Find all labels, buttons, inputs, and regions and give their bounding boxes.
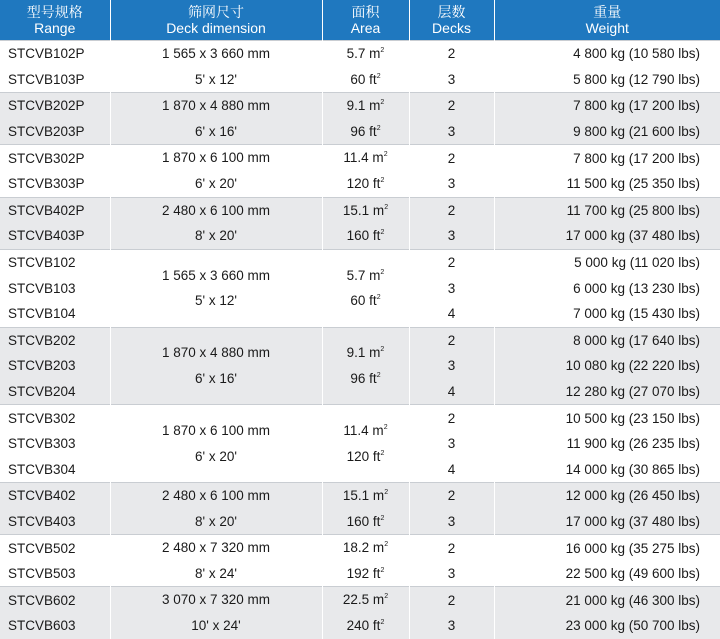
decks-cell: 3 — [409, 561, 494, 587]
decks-cell: 3 — [409, 119, 494, 145]
dimension-metric: 1 870 x 6 100 mm — [161, 423, 271, 439]
area-metric: 5.7 $m^2$ — [346, 46, 385, 61]
range-cell: STCVB304 — [0, 457, 110, 483]
deck-dimension-cell — [110, 197, 322, 249]
weight-cell: 16 000 kg (35 275 lbs) — [494, 535, 720, 561]
decks-cell: 2 — [409, 249, 494, 275]
weight-cell: 12 280 kg (27 070 lbs) — [494, 379, 720, 405]
area-imperial-exponent: 2 — [376, 371, 381, 379]
area-imperial: 192 $ft^2$ — [346, 565, 385, 581]
weight-cell: 21 000 kg (46 300 lbs) — [494, 587, 720, 613]
dimension-metric: 3 070 x 7 320 mm — [161, 592, 271, 608]
weight-cell: 17 000 kg (37 480 lbs) — [494, 223, 720, 249]
area-imperial: 60 $ft^2$ — [350, 71, 381, 87]
area-cell — [322, 587, 409, 639]
weight-cell: 5 000 kg (11 020 lbs) — [494, 249, 720, 275]
area-metric: 18.2 $m^2$ — [342, 540, 389, 556]
area-imperial: 120 $ft^2$ — [346, 175, 385, 191]
dimension-metric: 1 565 x 3 660 mm — [161, 267, 271, 283]
area-metric: 11.4 $m^2$ — [343, 423, 388, 439]
area-cell — [322, 197, 409, 249]
table-row — [0, 41, 720, 67]
area-metric-exponent: 2 — [380, 47, 385, 54]
range-cell: STCVB403 — [0, 509, 110, 535]
decks-cell: 4 — [409, 457, 494, 483]
range-cell: STCVB402 — [0, 483, 110, 509]
table-row — [0, 405, 720, 431]
decks-cell: 4 — [409, 301, 494, 327]
dimension-imperial: 10' x 24' — [191, 618, 241, 634]
range-cell: STCVB502 — [0, 535, 110, 561]
decks-cell: 3 — [409, 613, 494, 639]
area-imperial-exponent: 2 — [380, 449, 385, 457]
area-cell — [322, 41, 409, 93]
deck-dimension-cell — [110, 145, 322, 197]
area-cell — [322, 535, 409, 587]
table-row — [0, 249, 720, 275]
dimension-metric: 1 870 x 6 100 mm — [161, 150, 271, 166]
table-row — [0, 587, 720, 613]
area-imperial: 120 $ft^2$ — [346, 448, 385, 464]
range-cell: STCVB403P — [0, 223, 110, 249]
decks-cell: 2 — [409, 483, 494, 509]
row-group — [0, 249, 720, 327]
weight-cell: 10 080 kg (22 220 lbs) — [494, 353, 720, 379]
deck-dimension-cell — [110, 327, 322, 405]
deck-dimension-cell — [110, 535, 322, 587]
range-cell: STCVB303P — [0, 171, 110, 197]
header-decks: 层数 Decks — [409, 0, 494, 41]
area-metric: 5.7 $m^2$ — [346, 267, 385, 283]
weight-cell: 12 000 kg (26 450 lbs) — [494, 483, 720, 509]
weight-cell: 23 000 kg (50 700 lbs) — [494, 613, 720, 639]
weight-cell: 4 800 kg (10 580 lbs) — [494, 41, 720, 67]
table-row — [0, 145, 720, 171]
dimension-imperial: 5' x 12' — [195, 71, 237, 87]
range-cell: STCVB102P — [0, 41, 110, 67]
decks-cell: 3 — [409, 431, 494, 457]
weight-cell: 22 500 kg (49 600 lbs) — [494, 561, 720, 587]
deck-dimension-cell — [110, 587, 322, 639]
area-metric-exponent: 2 — [384, 541, 389, 549]
dimension-imperial: 8' x 24' — [195, 565, 237, 581]
decks-cell: 3 — [409, 171, 494, 197]
area-metric: 22.5 $m^2$ — [342, 592, 389, 608]
area-imperial-exponent: 2 — [380, 229, 385, 237]
range-cell: STCVB303 — [0, 431, 110, 457]
deck-dimension-cell — [110, 483, 322, 535]
area-imperial: 160 $ft^2$ — [346, 513, 385, 529]
dimension-imperial: 8' x 20' — [195, 228, 237, 244]
range-cell: STCVB203P — [0, 119, 110, 145]
area-imperial: 96 $ft^2$ — [350, 370, 381, 386]
area-cell — [322, 145, 409, 197]
deck-dimension-cell — [110, 249, 322, 327]
header-range: 型号规格 Range — [0, 0, 110, 41]
decks-cell: 3 — [409, 223, 494, 249]
dimension-imperial: 6' x 20' — [195, 175, 237, 191]
area-metric-exponent: 2 — [380, 268, 385, 276]
area-metric-exponent: 2 — [380, 99, 385, 107]
decks-cell: 3 — [409, 509, 494, 535]
dimension-metric: 1 870 x 4 880 mm — [161, 98, 271, 114]
decks-cell: 2 — [409, 41, 494, 67]
weight-cell: 10 500 kg (23 150 lbs) — [494, 405, 720, 431]
area-imperial-exponent: 2 — [380, 619, 385, 627]
weight-cell: 7 000 kg (15 430 lbs) — [494, 301, 720, 327]
area-metric-exponent: 2 — [383, 151, 388, 159]
decks-cell: 2 — [409, 587, 494, 613]
weight-cell: 7 800 kg (17 200 lbs) — [494, 93, 720, 119]
area-cell — [322, 483, 409, 535]
area-metric: 15.1 $m^2$ — [342, 488, 389, 504]
decks-cell: 3 — [409, 275, 494, 301]
row-group — [0, 405, 720, 483]
table-row — [0, 483, 720, 509]
weight-cell: 8 000 kg (17 640 lbs) — [494, 327, 720, 353]
deck-dimension-cell — [110, 405, 322, 483]
area-imperial-exponent: 2 — [376, 72, 381, 80]
weight-cell: 14 000 kg (30 865 lbs) — [494, 457, 720, 483]
range-cell: STCVB103 — [0, 275, 110, 301]
range-cell: STCVB103P — [0, 67, 110, 93]
weight-cell: 11 500 kg (25 350 lbs) — [494, 171, 720, 197]
weight-cell: 5 800 kg (12 790 lbs) — [494, 67, 720, 93]
area-metric-exponent: 2 — [384, 489, 389, 497]
range-cell: STCVB503 — [0, 561, 110, 587]
range-cell: STCVB603 — [0, 613, 110, 639]
table-row — [0, 197, 720, 223]
table-row — [0, 93, 720, 119]
weight-cell: 6 000 kg (13 230 lbs) — [494, 275, 720, 301]
table-row — [0, 327, 720, 353]
area-imperial-exponent: 2 — [380, 566, 385, 574]
area-imperial: 96 $ft^2$ — [350, 123, 381, 139]
range-cell: STCVB602 — [0, 587, 110, 613]
decks-cell: 3 — [409, 67, 494, 93]
header-area: 面积 Area — [322, 0, 409, 41]
row-group — [0, 327, 720, 405]
area-cell — [322, 405, 409, 483]
range-cell: STCVB302P — [0, 145, 110, 171]
area-metric-exponent: 2 — [383, 424, 388, 432]
weight-cell: 7 800 kg (17 200 lbs) — [494, 145, 720, 171]
dimension-metric: 2 480 x 6 100 mm — [161, 202, 271, 218]
weight-cell: 17 000 kg (37 480 lbs) — [494, 509, 720, 535]
decks-cell: 2 — [409, 93, 494, 119]
deck-dimension-cell — [110, 93, 322, 145]
area-metric: 11.4 $m^2$ — [343, 150, 388, 166]
range-cell: STCVB204 — [0, 379, 110, 405]
row-group — [0, 483, 720, 535]
dimension-imperial: 6' x 16' — [195, 123, 237, 139]
area-metric: 9.1 $m^2$ — [346, 345, 385, 361]
area-imperial: 60 $ft^2$ — [350, 293, 381, 309]
decks-cell: 4 — [409, 379, 494, 405]
row-group — [0, 41, 720, 93]
table-row — [0, 535, 720, 561]
area-cell — [322, 93, 409, 145]
area-imperial: 160 $ft^2$ — [346, 228, 385, 244]
dimension-imperial: 6' x 20' — [195, 448, 237, 464]
area-imperial-exponent: 2 — [380, 514, 385, 522]
range-cell: STCVB102 — [0, 249, 110, 275]
row-group — [0, 197, 720, 249]
area-metric-exponent: 2 — [384, 203, 389, 211]
header-row — [0, 0, 720, 41]
dimension-metric: 2 480 x 6 100 mm — [161, 488, 271, 504]
weight-cell: 11 900 kg (26 235 lbs) — [494, 431, 720, 457]
deck-dimension-cell — [110, 41, 322, 93]
dimension-metric: 1 870 x 4 880 mm — [161, 345, 271, 361]
weight-cell: 9 800 kg (21 600 lbs) — [494, 119, 720, 145]
header-weight: 重量 Weight — [494, 0, 720, 41]
dimension-imperial: 5' x 12' — [195, 293, 237, 309]
decks-cell: 2 — [409, 327, 494, 353]
range-cell: STCVB202 — [0, 327, 110, 353]
area-metric: 15.1 $m^2$ — [342, 202, 389, 218]
area-metric-exponent: 2 — [384, 593, 389, 601]
area-metric-exponent: 2 — [380, 346, 385, 354]
weight-cell: 11 700 kg (25 800 lbs) — [494, 197, 720, 223]
range-cell: STCVB203 — [0, 353, 110, 379]
dimension-metric: 2 480 x 7 320 mm — [161, 540, 271, 556]
decks-cell: 3 — [409, 353, 494, 379]
row-group — [0, 587, 720, 639]
decks-cell: 2 — [409, 145, 494, 171]
row-group — [0, 145, 720, 197]
area-metric: 9.1 $m^2$ — [346, 98, 385, 114]
range-cell: STCVB104 — [0, 301, 110, 327]
header-deck-dimension: 筛网尺寸 Deck dimension — [110, 0, 322, 41]
dimension-imperial: 6' x 16' — [195, 370, 237, 386]
range-cell: STCVB402P — [0, 197, 110, 223]
decks-cell: 2 — [409, 535, 494, 561]
range-cell: STCVB302 — [0, 405, 110, 431]
row-group — [0, 535, 720, 587]
decks-cell: 2 — [409, 197, 494, 223]
area-imperial: 240 $ft^2$ — [346, 618, 385, 634]
area-imperial-exponent: 2 — [380, 176, 385, 184]
dimension-imperial: 8' x 20' — [195, 513, 237, 529]
area-imperial-exponent: 2 — [376, 294, 381, 302]
dimension-metric: 1 565 x 3 660 mm — [161, 46, 271, 61]
range-cell: STCVB202P — [0, 93, 110, 119]
area-cell — [322, 327, 409, 405]
decks-cell: 2 — [409, 405, 494, 431]
row-group — [0, 93, 720, 145]
area-imperial-exponent: 2 — [376, 124, 381, 132]
area-cell — [322, 249, 409, 327]
